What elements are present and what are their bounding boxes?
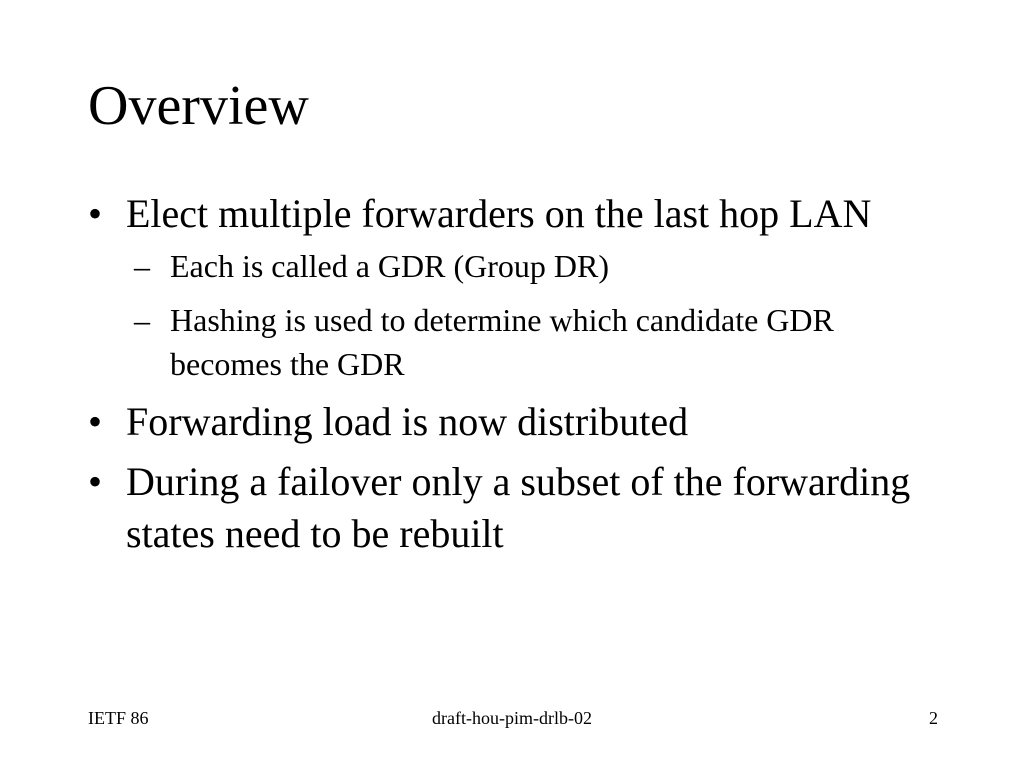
bullet-text: Elect multiple forwarders on the last hop LAN xyxy=(126,191,872,236)
sub-bullet-text: Hashing is used to determine which candidate GDR becomes the GDR xyxy=(170,302,834,382)
bullet-text: Forwarding load is now distributed xyxy=(126,399,689,444)
footer-center-text: draft-hou-pim-drlb-02 xyxy=(432,708,592,728)
footer-page-number: 2 xyxy=(929,708,938,728)
bullet-marker: • xyxy=(88,399,103,444)
sub-bullet-marker: – xyxy=(134,302,150,338)
bullet-item xyxy=(88,396,948,448)
sub-bullet-item xyxy=(126,298,948,386)
bullet-item xyxy=(88,188,948,386)
bullet-marker: • xyxy=(88,191,103,236)
bullet-marker: • xyxy=(88,459,103,504)
sub-bullet-list xyxy=(126,244,948,386)
sub-bullet-marker: – xyxy=(134,248,150,284)
bullet-text: During a failover only a subset of the forwarding states need to be rebuilt xyxy=(126,459,911,556)
footer-left-text: IETF 86 xyxy=(88,708,149,728)
bullet-list xyxy=(88,188,948,568)
slide-title: Overview xyxy=(88,75,309,137)
bullet-item xyxy=(88,456,948,560)
sub-bullet-text: Each is called a GDR (Group DR) xyxy=(170,248,609,284)
sub-bullet-item xyxy=(126,244,948,288)
